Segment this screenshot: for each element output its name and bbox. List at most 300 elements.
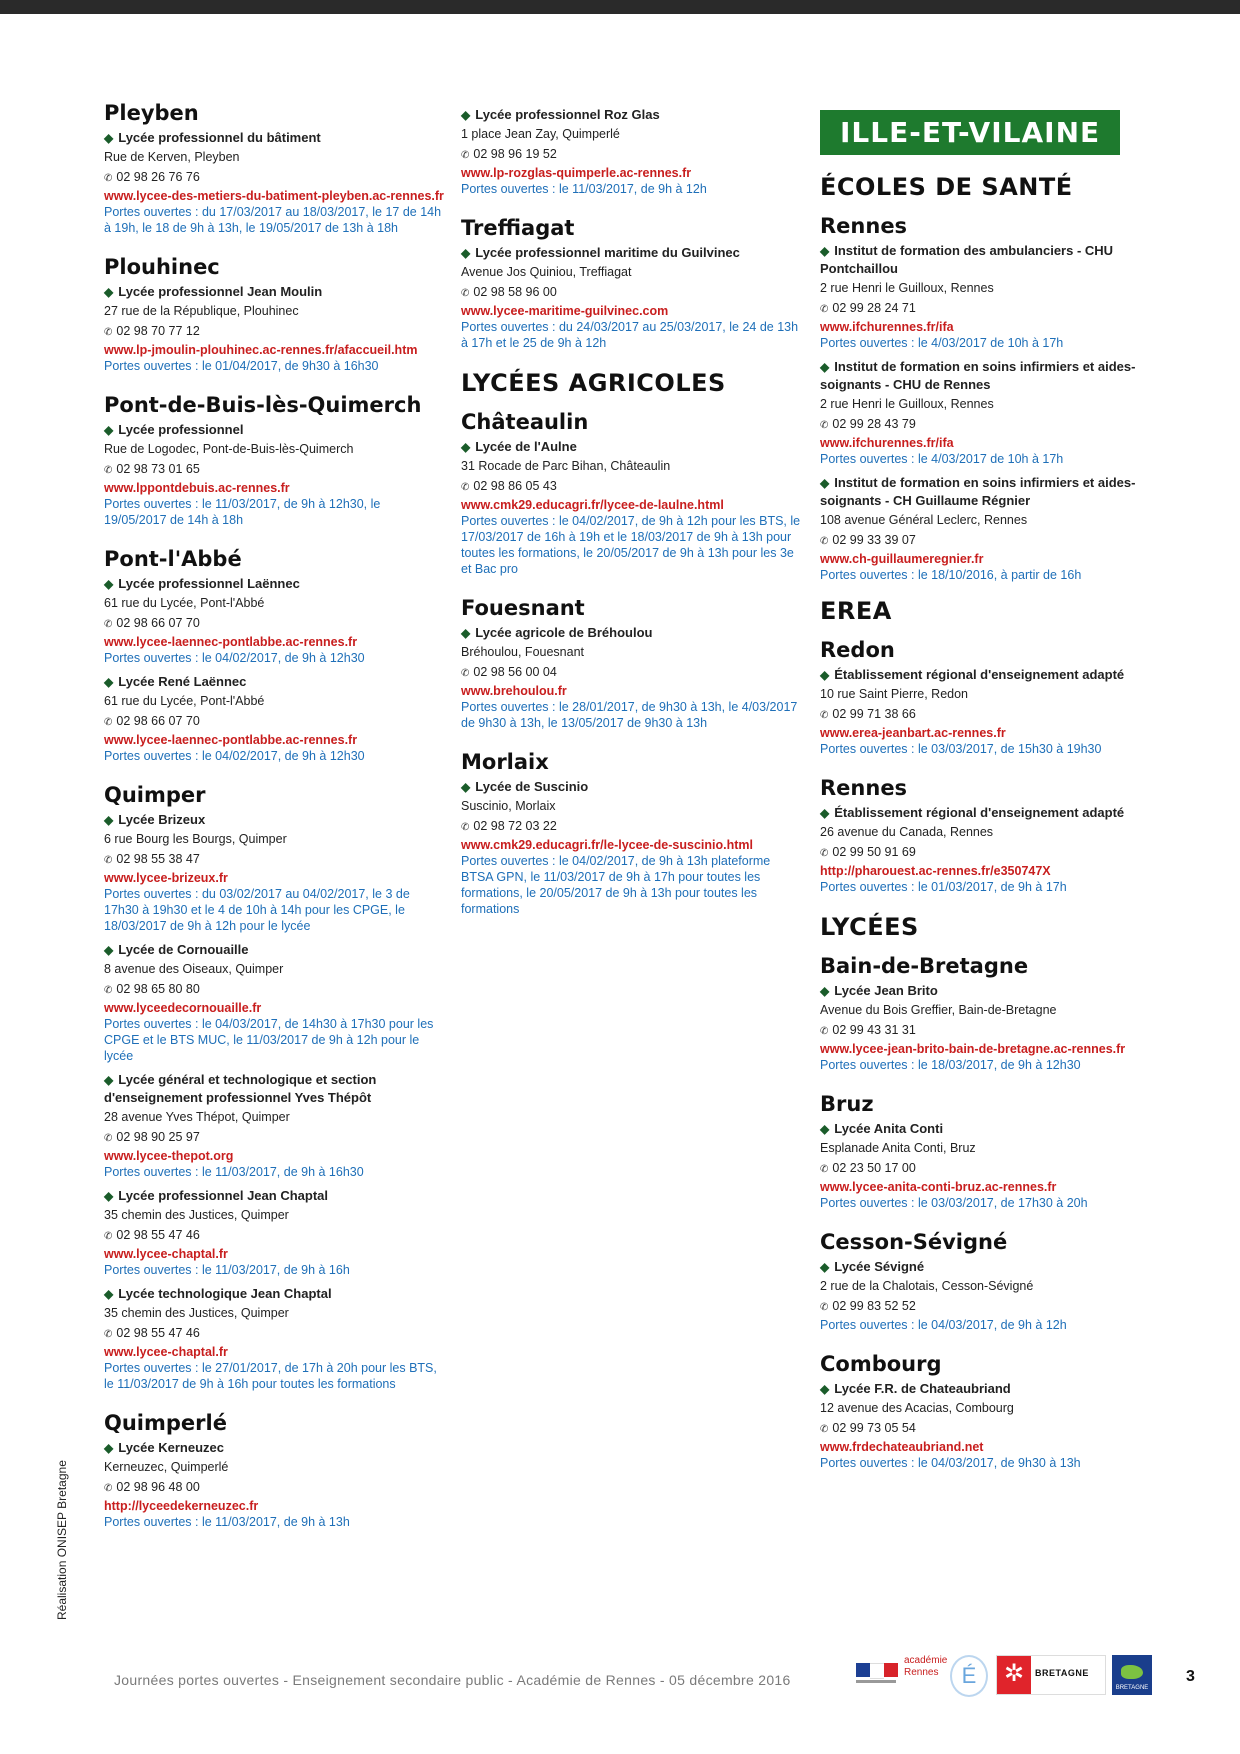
address: 1 place Jean Zay, Quimperlé [461, 127, 620, 141]
phone-number: 02 98 55 47 46 [116, 1326, 200, 1340]
phone-number: 02 99 73 05 54 [832, 1421, 916, 1435]
phone-icon: ✆ [461, 822, 470, 833]
address: 61 rue du Lycée, Pont-l'Abbé [104, 596, 265, 610]
address: 35 chemin des Justices, Quimper [104, 1306, 289, 1320]
phone [820, 299, 1150, 319]
phone-number: 02 98 58 96 00 [473, 285, 557, 299]
establishment-name-text: Institut de formation en soins infirmiers et aides-soignants - CH Guillaume Régnier [820, 475, 1136, 508]
phone-icon: ✆ [104, 717, 113, 728]
establishment-name [820, 1258, 1150, 1276]
town-heading: Cesson-Sévigné [820, 1230, 1008, 1254]
establishment-entry [820, 358, 1150, 467]
town-heading: Pont-de-Buis-lès-Quimerch [104, 393, 422, 417]
page-number: 3 [1186, 1668, 1195, 1685]
phone-number: 02 98 70 77 12 [116, 324, 200, 338]
phone [820, 1159, 1150, 1179]
establishment-name [820, 474, 1150, 510]
establishment-name-text: Lycée professionnel maritime du Guilvinec [475, 245, 740, 260]
establishment-entry [104, 421, 444, 528]
diamond-icon: ◆ [820, 476, 830, 490]
website-link[interactable]: www.lycee-thepot.org [104, 1149, 234, 1163]
address: 35 chemin des Justices, Quimper [104, 1208, 289, 1222]
open-days: Portes ouvertes : le 03/03/2017, de 15h30 à 19h30 [820, 742, 1102, 756]
phone [461, 145, 801, 165]
diamond-icon: ◆ [820, 360, 830, 374]
phone [461, 817, 801, 837]
phone [104, 1128, 444, 1148]
open-days: Portes ouvertes : le 03/03/2017, de 17h30 à 20h [820, 1196, 1088, 1210]
town-block [461, 106, 801, 197]
establishment-name [820, 804, 1150, 822]
establishment-name-text: Lycée Kerneuzec [118, 1440, 224, 1455]
establishment-name-text: Lycée F.R. de Chateaubriand [834, 1381, 1011, 1396]
establishment-name-text: Lycée technologique Jean Chaptal [118, 1286, 332, 1301]
town-block [461, 409, 801, 577]
phone [820, 705, 1150, 725]
open-days: Portes ouvertes : le 28/01/2017, de 9h30 à 13h, le 4/03/2017 de 9h30 à 13h, le 13/05/2017 de 9h30 à 13h [461, 700, 798, 730]
town-heading: Châteaulin [461, 410, 589, 434]
town-block [461, 215, 801, 351]
phone-icon: ✆ [104, 1133, 113, 1144]
establishment-name [104, 129, 444, 147]
establishment-entry [820, 242, 1150, 351]
website-link[interactable]: www.lyceedecornouaille.fr [104, 1001, 262, 1015]
diamond-icon: ◆ [104, 577, 114, 591]
column-2 [461, 106, 801, 935]
establishment-entry [104, 575, 444, 666]
website-link[interactable]: www.cmk29.educagri.fr/le-lycee-de-suscinio.html [461, 838, 753, 852]
open-days: Portes ouvertes : le 04/02/2017, de 9h à 12h30 [104, 749, 365, 763]
establishment-name [104, 421, 444, 439]
establishment-name [104, 1285, 444, 1303]
address: Kerneuzec, Quimperlé [104, 1460, 229, 1474]
establishment-name [461, 244, 801, 262]
diamond-icon: ◆ [820, 806, 830, 820]
establishment-name [104, 1187, 444, 1205]
town-heading: Combourg [820, 1352, 942, 1376]
address: 2 rue Henri le Guilloux, Rennes [820, 397, 994, 411]
address: Bréhoulou, Fouesnant [461, 645, 585, 659]
establishment-name [820, 666, 1150, 684]
phone-icon: ✆ [104, 985, 113, 996]
establishment-name [820, 1120, 1150, 1138]
establishment-entry [461, 244, 801, 351]
phone-icon: ✆ [820, 710, 829, 721]
establishment-name-text: Lycée de l'Aulne [475, 439, 577, 454]
establishment-name [104, 811, 444, 829]
establishment-name [104, 1439, 444, 1457]
establishment-name [820, 242, 1150, 278]
town-block [820, 637, 1150, 757]
establishment-name [461, 778, 801, 796]
address: 2 rue de la Chalotais, Cesson-Sévigné [820, 1279, 1034, 1293]
section-title: ÉCOLES DE SANTÉ [820, 173, 1073, 201]
phone-number: 02 99 43 31 31 [832, 1023, 916, 1037]
establishment-entry [820, 666, 1150, 757]
establishment-name-text: Institut de formation en soins infirmiers et aides-soignants - CHU de Rennes [820, 359, 1136, 392]
diamond-icon: ◆ [820, 244, 830, 258]
diamond-icon: ◆ [820, 1122, 830, 1136]
website-link[interactable]: www.cmk29.educagri.fr/lycee-de-laulne.html [461, 498, 724, 512]
phone-icon: ✆ [104, 173, 113, 184]
phone-icon: ✆ [104, 1329, 113, 1340]
open-days: Portes ouvertes : le 01/03/2017, de 9h à 17h [820, 880, 1067, 894]
website-link[interactable]: www.brehoulou.fr [461, 684, 567, 698]
diamond-icon: ◆ [104, 1073, 114, 1087]
phone-number: 02 99 28 24 71 [832, 301, 916, 315]
town-heading: Rennes [820, 776, 908, 800]
phone-icon: ✆ [461, 288, 470, 299]
academie-rennes-logo [904, 1655, 999, 1697]
phone-number: 02 98 55 38 47 [116, 852, 200, 866]
diamond-icon: ◆ [461, 780, 471, 794]
phone [461, 283, 801, 303]
address: 27 rue de la République, Plouhinec [104, 304, 299, 318]
region-bretagne-logo [1112, 1655, 1152, 1695]
town-heading: Redon [820, 638, 895, 662]
open-days: Portes ouvertes : le 4/03/2017 de 10h à 17h [820, 452, 1064, 466]
phone [820, 415, 1150, 435]
open-days: Portes ouvertes : le 04/03/2017, de 14h30 à 17h30 pour les CPGE et le BTS MUC, le 11/03/2017 de 9h à 12h pour le lycée [104, 1017, 434, 1063]
open-days: Portes ouvertes : le 11/03/2017, de 9h à 12h30, le 19/05/2017 de 14h à 18h [104, 497, 381, 527]
section-title: LYCÉES [820, 913, 919, 941]
town-block [104, 546, 444, 764]
website-link[interactable]: http://pharouest.ac-rennes.fr/e350747X [820, 864, 1051, 878]
phone-icon: ✆ [820, 848, 829, 859]
open-days: Portes ouvertes : le 18/03/2017, de 9h à 12h30 [820, 1058, 1081, 1072]
open-days: Portes ouvertes : le 04/02/2017, de 9h à 13h plateforme BTSA GPN, le 11/03/2017 de 9h à 17h pour toutes les formations, le 20/05/2017 de 9h à 13h pour toutes les formations [461, 854, 771, 916]
phone-number: 02 98 66 07 70 [116, 616, 200, 630]
phone-number: 02 98 90 25 97 [116, 1130, 200, 1144]
establishment-entry [820, 804, 1150, 895]
town-heading: Treffiagat [461, 216, 575, 240]
website-link[interactable]: www.lycee-chaptal.fr [104, 1247, 228, 1261]
town-block [104, 392, 444, 528]
website-link[interactable]: www.lycee-brizeux.fr [104, 871, 228, 885]
establishment-entry [104, 283, 444, 374]
academie-logo-text: académie Rennes [904, 1655, 948, 1678]
town-heading: Fouesnant [461, 596, 585, 620]
establishment-entry [104, 1071, 444, 1180]
open-days: Portes ouvertes : le 04/02/2017, de 9h à 12h30 [104, 651, 365, 665]
phone [461, 477, 801, 497]
establishment-entry [104, 673, 444, 764]
phone-icon: ✆ [461, 150, 470, 161]
phone-icon: ✆ [820, 304, 829, 315]
establishment-name [461, 106, 801, 124]
phone-number: 02 99 83 52 52 [832, 1299, 916, 1313]
phone-number: 02 98 55 47 46 [116, 1228, 200, 1242]
top-border [0, 0, 1240, 14]
diamond-icon: ◆ [104, 675, 114, 689]
phone-icon: ✆ [820, 1026, 829, 1037]
french-republic-logo [856, 1663, 900, 1693]
phone-icon: ✆ [104, 465, 113, 476]
open-days: Portes ouvertes : le 04/03/2017, de 9h30 à 13h [820, 1456, 1081, 1470]
town-heading: Pont-l'Abbé [104, 547, 242, 571]
open-days: Portes ouvertes : du 03/02/2017 au 04/02/2017, le 3 de 17h30 à 19h30 et le 4 de 10h à 14h pour les CPGE, le 18/03/2017 de 9h à 12h pour le lycée [104, 887, 410, 933]
address: Suscinio, Morlaix [461, 799, 556, 813]
phone [820, 843, 1150, 863]
open-days: Portes ouvertes : le 11/03/2017, de 9h à 13h [104, 1515, 350, 1529]
website-link[interactable]: www.lycee-laennec-pontlabbe.ac-rennes.fr [104, 733, 358, 747]
phone [104, 460, 444, 480]
establishment-name [104, 575, 444, 593]
website-link[interactable]: www.ifchurennes.fr/ifa [820, 436, 954, 450]
establishment-name [461, 624, 801, 642]
diamond-icon: ◆ [461, 108, 471, 122]
website-link[interactable]: www.lppontdebuis.ac-rennes.fr [104, 481, 290, 495]
establishment-entry [104, 1439, 444, 1530]
phone-icon: ✆ [104, 327, 113, 338]
establishment-name-text: Établissement régional d'enseignement adapté [834, 805, 1125, 820]
phone-icon: ✆ [461, 668, 470, 679]
town-heading: Plouhinec [104, 255, 220, 279]
phone [820, 1021, 1150, 1041]
open-days: Portes ouvertes : le 18/10/2016, à partir de 16h [820, 568, 1082, 582]
phone-number: 02 98 66 07 70 [116, 714, 200, 728]
open-days: Portes ouvertes : le 11/03/2017, de 9h à 16h30 [104, 1165, 364, 1179]
establishment-entry [820, 982, 1150, 1073]
column-1 [104, 100, 444, 1548]
phone [104, 1226, 444, 1246]
address: Avenue Jos Quiniou, Treffiagat [461, 265, 632, 279]
phone-number: 02 98 96 19 52 [473, 147, 557, 161]
diamond-icon: ◆ [820, 1260, 830, 1274]
phone [461, 663, 801, 683]
phone-number: 02 98 96 48 00 [116, 1480, 200, 1494]
address: 26 avenue du Canada, Rennes [820, 825, 994, 839]
establishment-entry [461, 438, 801, 577]
establishment-entry [461, 778, 801, 917]
phone-icon: ✆ [461, 482, 470, 493]
diamond-icon: ◆ [104, 423, 114, 437]
establishment-entry [820, 1120, 1150, 1211]
town-block [104, 782, 444, 1392]
region-map-icon [1121, 1665, 1143, 1679]
diamond-icon: ◆ [104, 813, 114, 827]
town-block [820, 1091, 1150, 1211]
phone-number: 02 98 26 76 76 [116, 170, 200, 184]
address: Rue de Kerven, Pleyben [104, 150, 240, 164]
establishment-entry [820, 1258, 1150, 1333]
website-link[interactable]: www.lycee-jean-brito-bain-de-bretagne.ac-rennes.fr [820, 1042, 1126, 1056]
address: 6 rue Bourg les Bourgs, Quimper [104, 832, 287, 846]
diamond-icon: ◆ [104, 285, 114, 299]
phone [104, 980, 444, 1000]
establishment-name-text: Institut de formation des ambulanciers - CHU Pontchaillou [820, 243, 1114, 276]
phone-icon: ✆ [104, 1483, 113, 1494]
phone-number: 02 99 50 91 69 [832, 845, 916, 859]
website-link[interactable]: www.lycee-anita-conti-bruz.ac-rennes.fr [820, 1180, 1057, 1194]
section-title: EREA [820, 597, 892, 625]
diamond-icon: ◆ [461, 626, 471, 640]
establishment-name-text: Lycée agricole de Bréhoulou [475, 625, 653, 640]
onisep-bretagne-logo [996, 1655, 1106, 1695]
town-block [820, 775, 1150, 895]
town-block [104, 254, 444, 374]
diamond-icon: ◆ [820, 668, 830, 682]
diamond-icon: ◆ [461, 246, 471, 260]
address: 2 rue Henri le Guilloux, Rennes [820, 281, 994, 295]
establishment-name [820, 1380, 1150, 1398]
address: 108 avenue Général Leclerc, Rennes [820, 513, 1028, 527]
website-link[interactable]: www.ch-guillaumeregnier.fr [820, 552, 984, 566]
town-heading: Quimperlé [104, 1411, 227, 1435]
open-days: Portes ouvertes : du 24/03/2017 au 25/03/2017, le 24 de 13h à 17h et le 25 de 9h à 12h [461, 320, 799, 350]
onisep-star-icon: ✲ [997, 1656, 1031, 1694]
credit-text: Réalisation ONISEP Bretagne [55, 1460, 69, 1620]
open-days: Portes ouvertes : le 11/03/2017, de 9h à 12h [461, 182, 707, 196]
open-days: Portes ouvertes : le 27/01/2017, de 17h à 20h pour les BTS, le 11/03/2017 de 9h à 16h pour toutes les formations [104, 1361, 437, 1391]
establishment-name-text: Lycée professionnel Roz Glas [475, 107, 660, 122]
phone-icon: ✆ [820, 420, 829, 431]
town-heading: Rennes [820, 214, 908, 238]
phone-number: 02 98 72 03 22 [473, 819, 557, 833]
open-days: Portes ouvertes : le 11/03/2017, de 9h à 16h [104, 1263, 350, 1277]
website-link[interactable]: www.lp-rozglas-quimperle.ac-rennes.fr [461, 166, 692, 180]
region-logo-text: BRETAGNE [1115, 1685, 1149, 1691]
website-link[interactable]: www.lycee-chaptal.fr [104, 1345, 228, 1359]
website-link[interactable]: www.lycee-laennec-pontlabbe.ac-rennes.fr [104, 635, 358, 649]
address: 31 Rocade de Parc Bihan, Châteaulin [461, 459, 671, 473]
phone-icon: ✆ [104, 619, 113, 630]
phone-icon: ✆ [820, 1164, 829, 1175]
website-link[interactable]: www.lp-jmoulin-plouhinec.ac-rennes.fr/afaccueil.htm [104, 343, 418, 357]
establishment-name [104, 941, 444, 959]
phone-number: 02 98 73 01 65 [116, 462, 200, 476]
website-link[interactable]: http://lyceedekerneuzec.fr [104, 1499, 259, 1513]
establishment-entry [461, 624, 801, 731]
establishment-entry [820, 1380, 1150, 1471]
phone-icon: ✆ [820, 1302, 829, 1313]
town-heading: Bruz [820, 1092, 874, 1116]
phone-icon: ✆ [104, 855, 113, 866]
website-link[interactable]: www.lycee-maritime-guilvinec.com [461, 304, 669, 318]
phone [104, 614, 444, 634]
establishment-name [820, 982, 1150, 1000]
diamond-icon: ◆ [820, 1382, 830, 1396]
diamond-icon: ◆ [461, 440, 471, 454]
establishment-name-text: Lycée Anita Conti [834, 1121, 944, 1136]
phone [104, 1478, 444, 1498]
phone-number: 02 99 71 38 66 [832, 707, 916, 721]
establishment-name-text: Lycée René Laënnec [118, 674, 247, 689]
establishment-name [104, 673, 444, 691]
establishment-name-text: Lycée professionnel Laënnec [118, 576, 300, 591]
phone [104, 712, 444, 732]
town-heading: Quimper [104, 783, 206, 807]
address: 8 avenue des Oiseaux, Quimper [104, 962, 284, 976]
phone [820, 531, 1150, 551]
town-block [461, 749, 801, 917]
phone-number: 02 99 33 39 07 [832, 533, 916, 547]
town-block [820, 1229, 1150, 1333]
address: 10 rue Saint Pierre, Redon [820, 687, 969, 701]
address: Esplanade Anita Conti, Bruz [820, 1141, 976, 1155]
phone-number: 02 99 28 43 79 [832, 417, 916, 431]
establishment-name-text: Lycée professionnel Jean Moulin [118, 284, 323, 299]
town-block [820, 953, 1150, 1073]
establishment-name [820, 358, 1150, 394]
establishment-name-text: Lycée général et technologique et section d'enseignement professionnel Yves Thépôt [104, 1072, 377, 1105]
establishment-entry [820, 474, 1150, 583]
address: Avenue du Bois Greffier, Bain-de-Bretagne [820, 1003, 1057, 1017]
phone-number: 02 98 65 80 80 [116, 982, 200, 996]
diamond-icon: ◆ [104, 1441, 114, 1455]
website-link[interactable]: www.lycee-des-metiers-du-batiment-pleyben.ac-rennes.fr [104, 189, 444, 203]
phone-number: 02 23 50 17 00 [832, 1161, 916, 1175]
phone [820, 1419, 1150, 1439]
website-link[interactable]: www.frdechateaubriand.net [820, 1440, 984, 1454]
open-days: Portes ouvertes : le 01/04/2017, de 9h30 à 16h30 [104, 359, 379, 373]
establishment-name-text: Lycée de Suscinio [475, 779, 589, 794]
establishment-name-text: Lycée Brizeux [118, 812, 206, 827]
town-block [104, 100, 444, 236]
diamond-icon: ◆ [104, 131, 114, 145]
establishment-entry [104, 1187, 444, 1278]
phone [104, 168, 444, 188]
phone-icon: ✆ [820, 1424, 829, 1435]
diamond-icon: ◆ [820, 984, 830, 998]
footer-text: Journées portes ouvertes - Enseignement secondaire public - Académie de Rennes - 05 décembre 2016 [114, 1672, 791, 1688]
diamond-icon: ◆ [104, 1189, 114, 1203]
phone-icon: ✆ [820, 536, 829, 547]
establishment-name-text: Établissement régional d'enseignement adapté [834, 667, 1125, 682]
phone [820, 1297, 1150, 1317]
town-heading: Morlaix [461, 750, 549, 774]
establishment-name [104, 1071, 444, 1107]
establishment-entry [461, 106, 801, 197]
academie-e-icon: É [950, 1655, 988, 1697]
town-heading: Pleyben [104, 101, 199, 125]
phone [104, 1324, 444, 1344]
town-block [461, 595, 801, 731]
address: 28 avenue Yves Thépot, Quimper [104, 1110, 290, 1124]
open-days: Portes ouvertes : le 04/03/2017, de 9h à 12h [820, 1318, 1067, 1332]
address: 61 rue du Lycée, Pont-l'Abbé [104, 694, 265, 708]
establishment-name-text: Lycée professionnel du bâtiment [118, 130, 321, 145]
establishment-name-text: Lycée Sévigné [834, 1259, 925, 1274]
establishment-name [461, 438, 801, 456]
establishment-entry [104, 811, 444, 934]
onisep-logo-text: BRETAGNE [1035, 1668, 1089, 1678]
town-heading: Bain-de-Bretagne [820, 954, 1029, 978]
diamond-icon: ◆ [104, 943, 114, 957]
open-days: Portes ouvertes : du 17/03/2017 au 18/03/2017, le 17 de 14h à 19h, le 18 de 9h à 13h, le 19/05/2017 de 13h à 18h [104, 205, 442, 235]
section-title: LYCÉES AGRICOLES [461, 369, 726, 397]
establishment-entry [104, 941, 444, 1064]
phone-number: 02 98 56 00 04 [473, 665, 557, 679]
establishment-name-text: Lycée professionnel Jean Chaptal [118, 1188, 328, 1203]
department-banner: ILLE-ET-VILAINE [820, 110, 1120, 155]
establishment-name-text: Lycée Jean Brito [834, 983, 938, 998]
address: Rue de Logodec, Pont-de-Buis-lès-Quimerch [104, 442, 354, 456]
website-link[interactable]: www.ifchurennes.fr/ifa [820, 320, 954, 334]
establishment-entry [104, 129, 444, 236]
phone-icon: ✆ [104, 1231, 113, 1242]
column-3 [820, 110, 1150, 1489]
open-days: Portes ouvertes : le 4/03/2017 de 10h à 17h [820, 336, 1064, 350]
website-link[interactable]: www.erea-jeanbart.ac-rennes.fr [820, 726, 1006, 740]
phone-number: 02 98 86 05 43 [473, 479, 557, 493]
open-days: Portes ouvertes : le 04/02/2017, de 9h à 12h pour les BTS, le 17/03/2017 de 16h à 19h et le 18/03/2017 de 9h à 13h pour toutes les formations, le 20/05/2017 de 9h à 13h pour les 3e et Bac pro [461, 514, 801, 576]
establishment-name [104, 283, 444, 301]
establishment-name-text: Lycée de Cornouaille [118, 942, 249, 957]
establishment-entry [104, 1285, 444, 1392]
town-block [104, 1410, 444, 1530]
town-block [820, 1351, 1150, 1471]
